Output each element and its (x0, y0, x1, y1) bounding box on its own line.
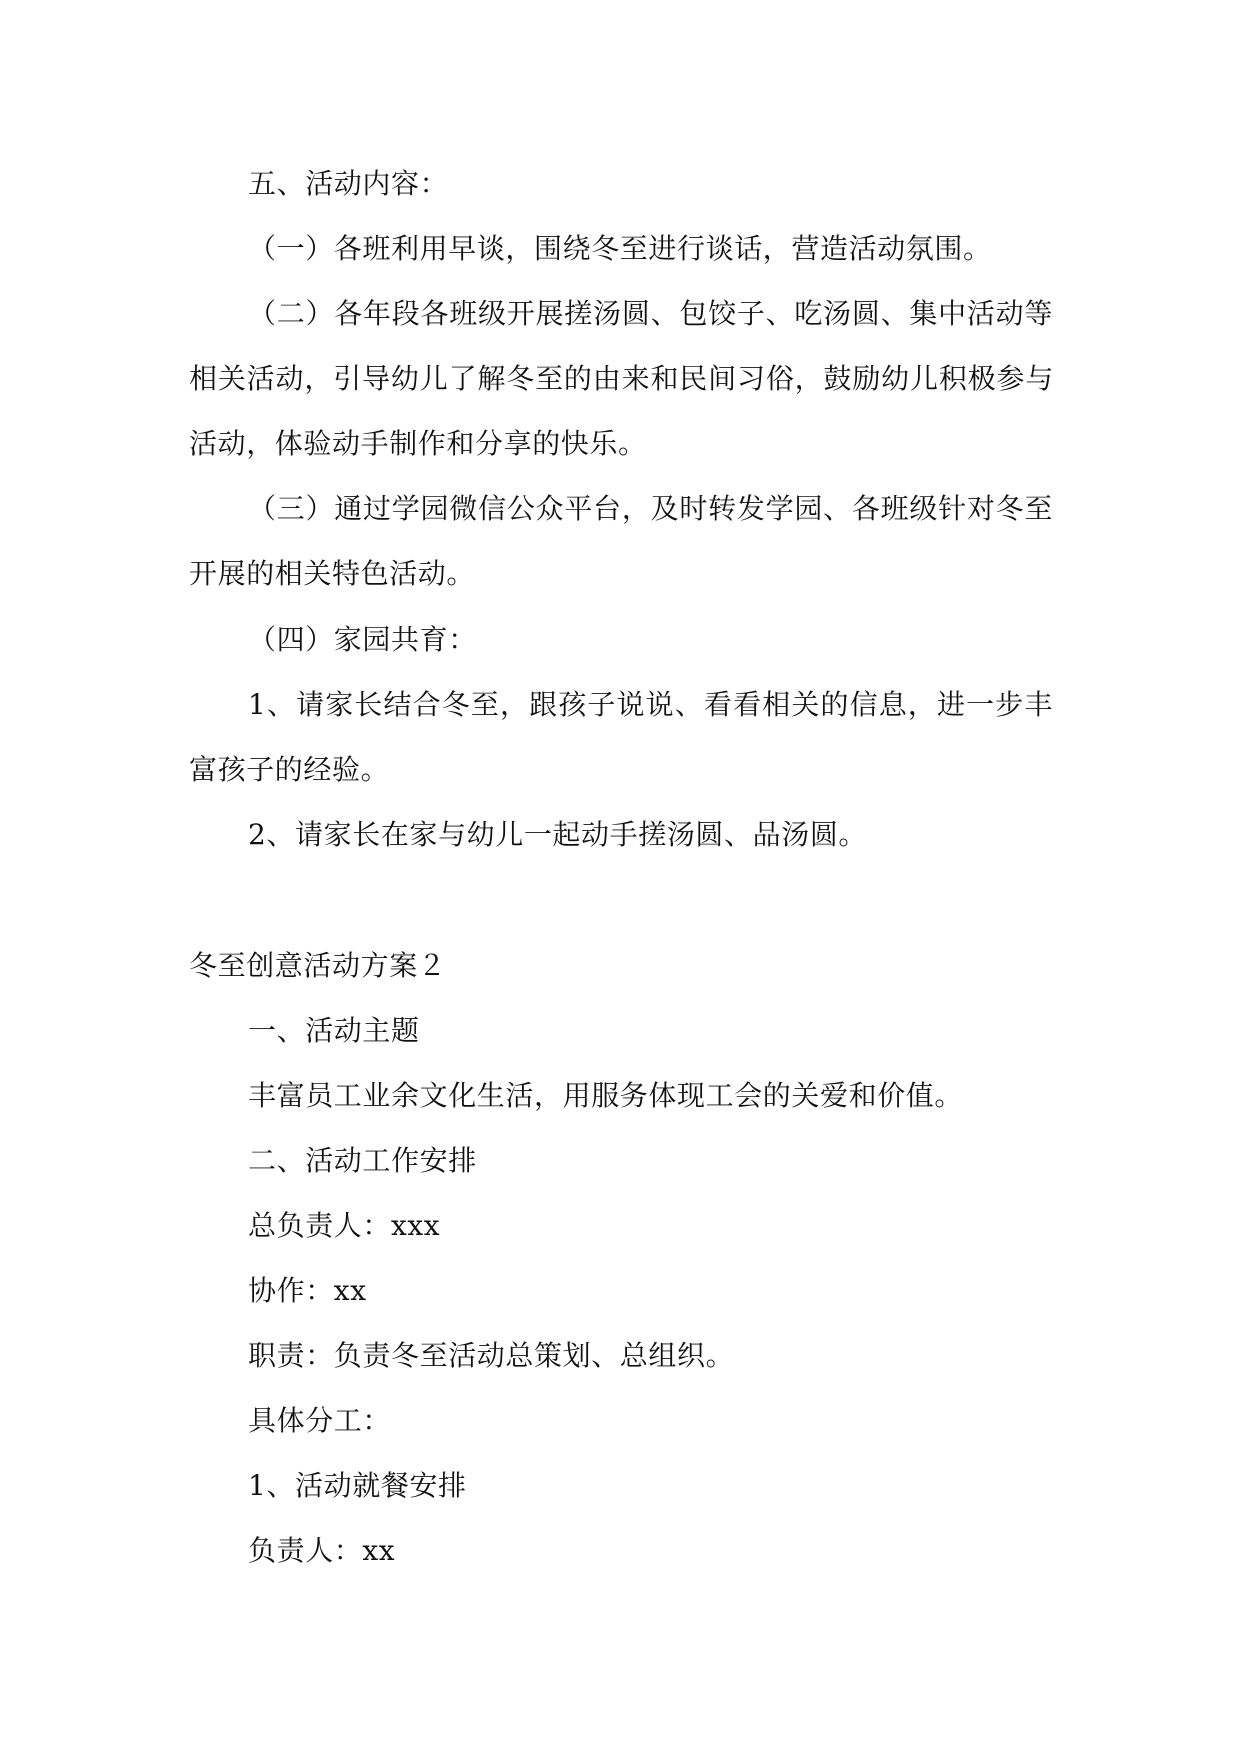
paragraph: 职责：负责冬至活动总策划、总组织。 (248, 1339, 735, 1372)
paragraph: 活动，体验动手制作和分享的快乐。 (189, 427, 647, 460)
paragraph: （二）各年段各班级开展搓汤圆、包饺子、吃汤圆、集中活动等 (248, 297, 1053, 330)
paragraph: （四）家园共育： (248, 623, 477, 656)
paragraph: 1、活动就餐安排 (248, 1469, 467, 1502)
paragraph: 富孩子的经验。 (189, 753, 390, 786)
paragraph: 总负责人：xxx (248, 1209, 441, 1242)
document-title: 冬至创意活动方案２ (189, 949, 447, 982)
paragraph: （三）通过学园微信公众平台，及时转发学园、各班级针对冬至 (248, 492, 1053, 525)
paragraph: 负责人：xx (248, 1534, 396, 1567)
section-heading: 一、活动主题 (248, 1014, 420, 1047)
paragraph: 开展的相关特色活动。 (189, 557, 476, 590)
paragraph: 1、请家长结合冬至，跟孩子说说、看看相关的信息，进一步丰 (248, 688, 1053, 721)
paragraph: 相关活动，引导幼儿了解冬至的由来和民间习俗，鼓励幼儿积极参与 (189, 362, 1054, 395)
paragraph: 丰富员工业余文化生活，用服务体现工会的关爱和价值。 (248, 1079, 964, 1112)
section-heading: 二、活动工作安排 (248, 1144, 477, 1177)
paragraph: 协作：xx (248, 1274, 367, 1307)
paragraph: 2、请家长在家与幼儿一起动手搓汤圆、品汤圆。 (248, 818, 868, 851)
section-heading: 五、活动内容： (248, 167, 449, 200)
paragraph: 具体分工： (248, 1404, 392, 1437)
paragraph: （一）各班利用早谈，围绕冬至进行谈话，营造活动氛围。 (248, 232, 992, 265)
